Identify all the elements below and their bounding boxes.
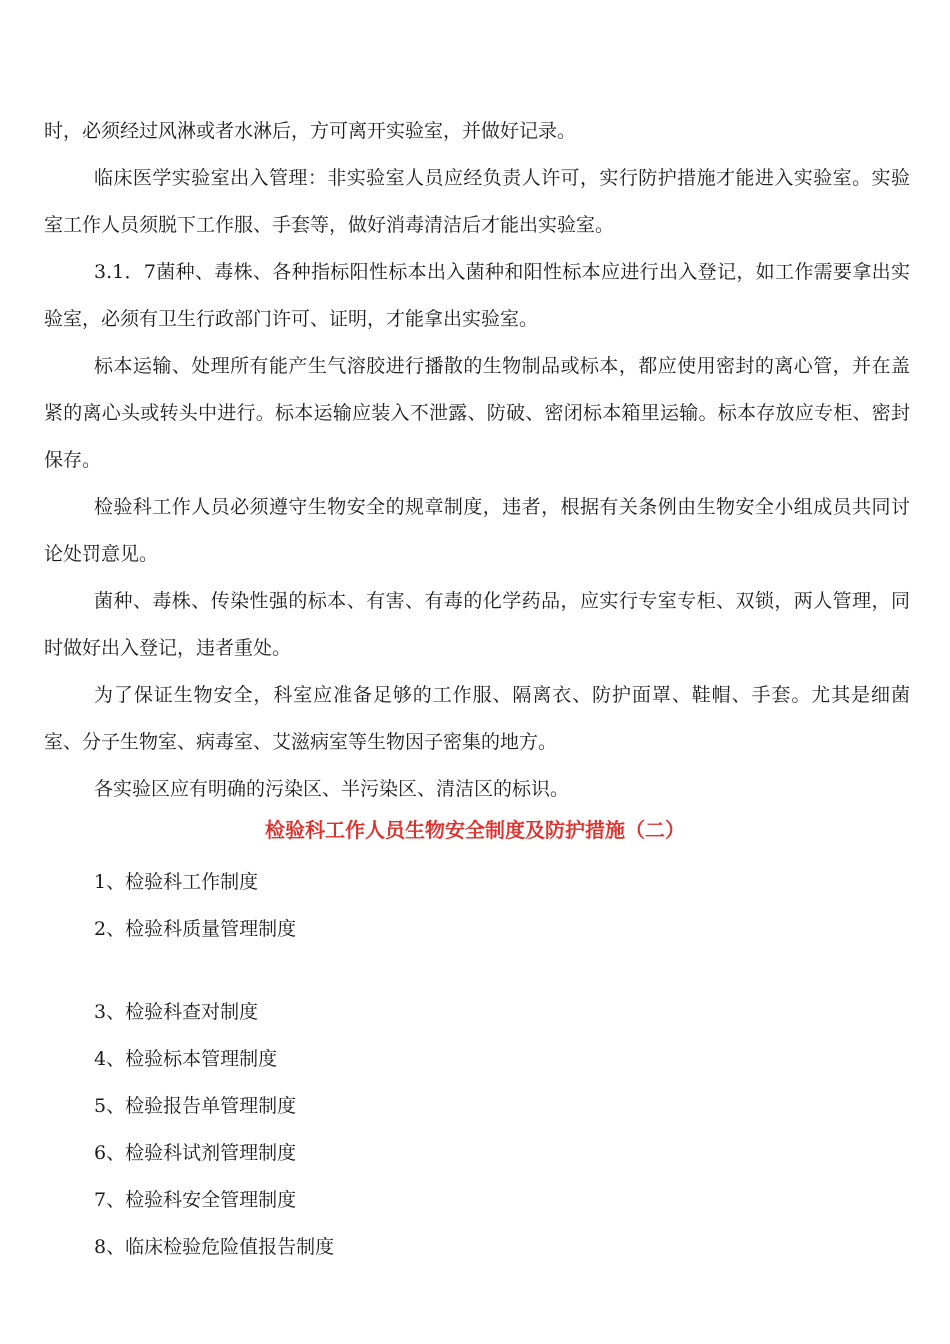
paragraph-entry-management: 临床医学实验室出入管理：非实验室人员应经负责人许可，实行防护措施才能进入实验室。实验室工作人员须脱下工作服、手套等，做好消毒清洁后才能出实验室。 (44, 167, 910, 236)
paragraph-hazard-storage: 菌种、毒株、传染性强的标本、有害、有毒的化学药品，应实行专室专柜、双锁，两人管理，同时做好出入登记，违者重处。 (44, 590, 910, 659)
list-item: 7、检验科安全管理制度 (94, 1189, 297, 1211)
regulation-list (94, 859, 334, 1271)
list-item: 4、检验标本管理制度 (94, 1048, 278, 1070)
paragraph-specimen-transport: 标本运输、处理所有能产生气溶胶进行播散的生物制品或标本，都应使用密封的离心管，并在盖紧的离心头或转头中进行。标本运输应装入不泄露、防破、密闭标本箱里运输。标本存放应专柜、密封保存。 (44, 355, 910, 471)
list-item: 6、检验科试剂管理制度 (94, 1142, 297, 1164)
list-item: 3、检验科查对制度 (94, 1001, 259, 1023)
paragraph-continuation: 时，必须经过风淋或者水淋后，方可离开实验室，并做好记录。 (44, 120, 577, 142)
paragraph-zone-marking: 各实验区应有明确的污染区、半污染区、清洁区的标识。 (94, 778, 570, 800)
list-item: 1、检验科工作制度 (94, 871, 259, 893)
paragraph-staff-rules: 检验科工作人员必须遵守生物安全的规章制度，违者，根据有关条例由生物安全小组成员共同讨论处罚意见。 (44, 496, 910, 565)
list-item: 2、检验科质量管理制度 (94, 918, 297, 940)
section-heading: 检验科工作人员生物安全制度及防护措施（二） (265, 818, 685, 842)
paragraph-strain-registration: 3.1．7菌种、毒株、各种指标阳性标本出入菌种和阳性标本应进行出入登记，如工作需要拿出实验室，必须有卫生行政部门许可、证明，才能拿出实验室。 (44, 261, 910, 330)
list-item: 8、临床检验危险值报告制度 (94, 1236, 335, 1258)
paragraph-protective-equipment: 为了保证生物安全，科室应准备足够的工作服、隔离衣、防护面罩、鞋帽、手套。尤其是细菌室、分子生物室、病毒室、艾滋病室等生物因子密集的地方。 (44, 684, 910, 753)
list-item: 5、检验报告单管理制度 (94, 1095, 297, 1117)
